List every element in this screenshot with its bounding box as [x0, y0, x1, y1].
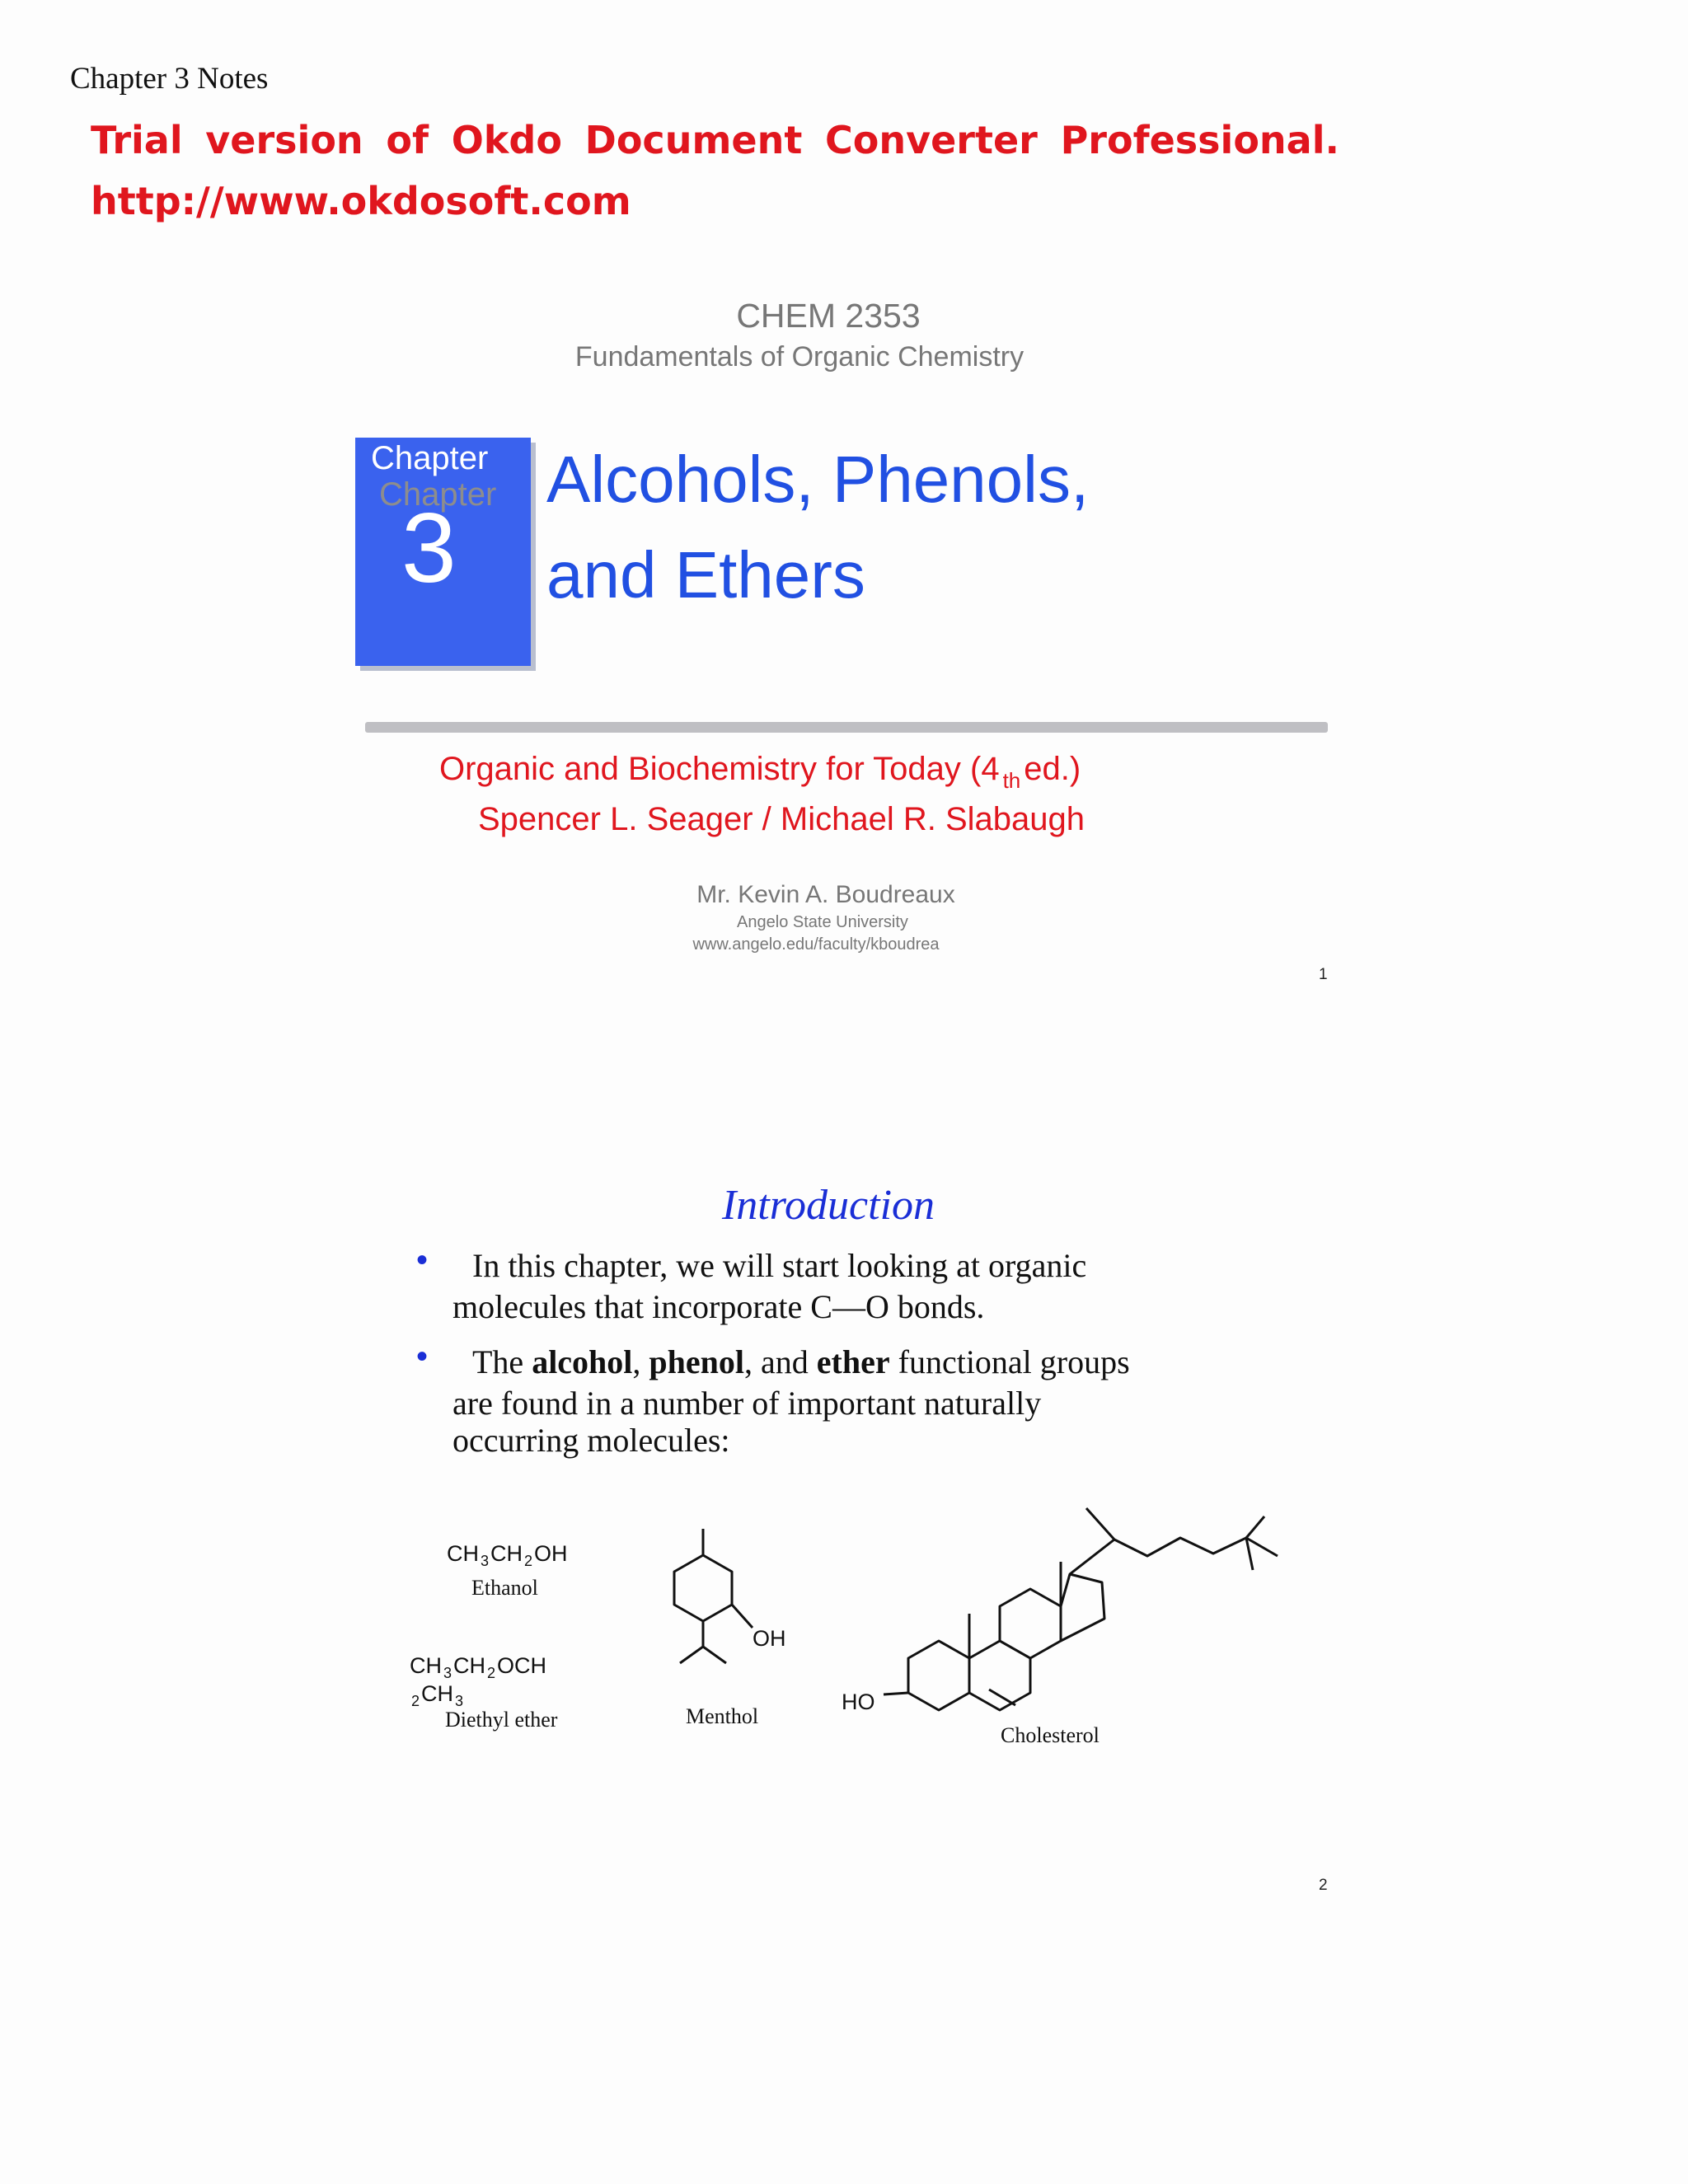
bullet-icon: • [416, 1338, 429, 1375]
book-authors: Spencer L. Seager / Michael R. Slabaugh [478, 801, 1085, 837]
chapter-word-shadow: Chapter [379, 476, 497, 513]
watermark-word: Okdo [451, 118, 562, 162]
course-name: Fundamentals of Organic Chemistry [574, 341, 1025, 373]
ethanol-caption: Ethanol [471, 1576, 538, 1600]
document-header: Chapter 3 Notes [70, 62, 269, 96]
menthol-caption: Menthol [686, 1704, 759, 1728]
menthol-structure [674, 1529, 753, 1663]
cholesterol-ho-label: HO [842, 1690, 875, 1714]
diethyl-ether-caption: Diethyl ether [445, 1708, 558, 1732]
watermark-word: Professional. [1060, 118, 1339, 162]
book-title-end: ed.) [1024, 751, 1081, 787]
text-run: The [472, 1343, 532, 1380]
instructor-name: Mr. Kevin A. Boudreaux [696, 881, 955, 908]
watermark-word: of [386, 118, 429, 162]
instructor-website: www.angelo.edu/faculty/kboudrea [692, 935, 940, 954]
term-alcohol: alcohol [532, 1343, 633, 1380]
term-phenol: phenol [649, 1343, 745, 1380]
bullet-text: are found in a number of important naturally [452, 1385, 1042, 1422]
text-run: , and [744, 1343, 817, 1380]
diethyl-ether-formula-cont: $_2$CH $_3$ [411, 1681, 464, 1709]
slide-page-number: 2 [1319, 1877, 1328, 1894]
bullet-text: occurring molecules: [452, 1422, 730, 1459]
term-ether: ether [816, 1343, 890, 1380]
watermark-word: Trial [91, 118, 183, 162]
watermark-word: version [205, 118, 363, 162]
chapter-title-line1: Alcohols, Phenols, [546, 443, 1090, 516]
chapter-title-line2: and Ethers [546, 538, 865, 612]
bullet-text: In this chapter, we will start looking at organic [472, 1247, 1087, 1284]
bullet-icon: • [416, 1242, 429, 1278]
watermark-word: Document [584, 118, 803, 162]
edition-suffix: th [1002, 768, 1021, 793]
course-code: CHEM 2353 [736, 297, 921, 335]
watermark-word: Converter [825, 118, 1038, 162]
cholesterol-caption: Cholesterol [1001, 1723, 1100, 1747]
bullet-text: molecules that incorporate C—O bonds. [452, 1288, 985, 1325]
text-run: , [632, 1343, 649, 1380]
ethanol-formula: CH $_3$CH $_2$OH [447, 1541, 568, 1569]
university-name: Angelo State University [737, 913, 908, 931]
chapter-word: Chapter [371, 440, 489, 476]
watermark-url-link[interactable]: http://www.okdosoft.com [91, 179, 631, 223]
chapter-number: 3 [401, 493, 457, 603]
book-title-main: Organic and Biochemistry for Today (4 [439, 751, 1000, 787]
cholesterol-structure [884, 1508, 1278, 1710]
diethyl-ether-formula: CH $_3$CH $_2$OCH [410, 1653, 547, 1681]
slide-heading: Introduction [721, 1182, 935, 1229]
menthol-oh-label: OH [753, 1626, 786, 1651]
text-run: functional groups [889, 1343, 1130, 1380]
slide-page-number: 1 [1319, 966, 1328, 983]
